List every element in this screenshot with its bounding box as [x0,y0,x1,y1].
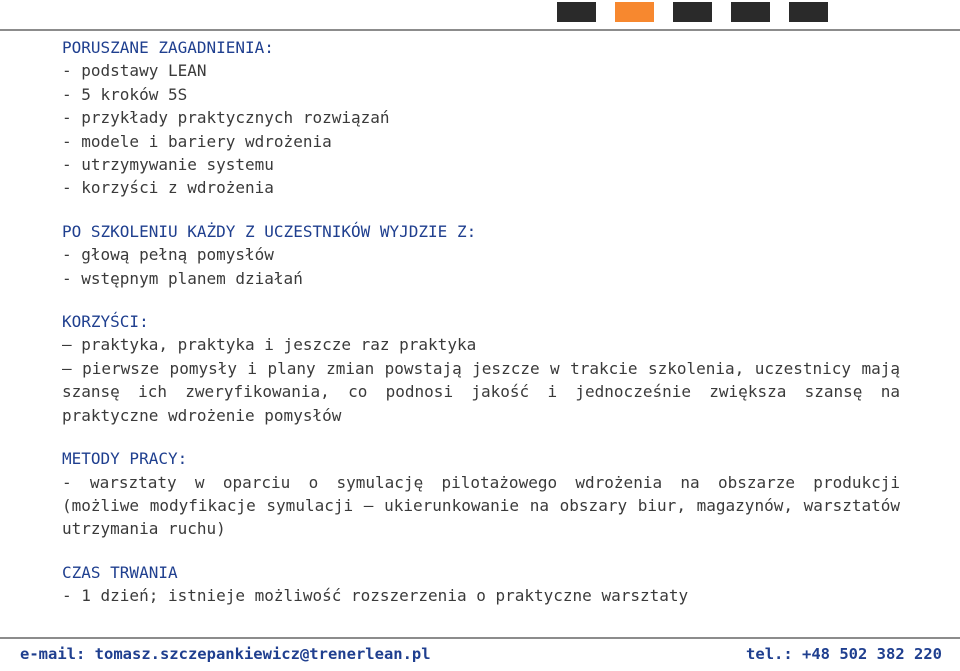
section-outcomes [62,220,900,290]
list-paragraph: - warsztaty w oparciu o symulację pilotażowego wdrożenia na obszarze produkcji (możliwe modyfikacje symulacji – ukierunkowanie na obszary biur, magazynów, warsztatów utrzymania ruchu) [62,472,900,539]
section-heading: PORUSZANE ZAGADNIENIA: [62,38,274,57]
list-item: - wstępnym planem działań [62,268,303,288]
list-item: - przykłady praktycznych rozwiązań [62,108,390,128]
footer-rule [0,637,960,639]
header-rule [0,29,960,31]
section-topics [62,36,900,200]
section-heading: CZAS TRWANIA [62,562,178,582]
section-duration [62,561,900,608]
list-paragraph: – pierwsze pomysły i plany zmian powstają jeszcze w trakcie szkolenia, uczestnicy mają szansę ich zweryfikowania, co podnosi jakość i jednocześnie zwiększa szansę na praktyczne wdrożenie pomysłów [62,358,900,425]
list-item: - 1 dzień; istnieje możliwość rozszerzenia o praktyczne warsztaty [62,586,689,606]
header-decoration [557,2,828,22]
list-item: - modele i bariery wdrożenia [62,131,332,151]
header-block-accent [615,2,654,22]
section-benefits [62,310,900,427]
list-item: – praktyka, praktyka i jeszcze raz praktyka [62,335,477,355]
header-block-3 [673,2,712,22]
list-item: - 5 kroków 5S [62,84,188,104]
section-heading: PO SZKOLENIU KAŻDY Z UCZESTNIKÓW WYJDZIE Z: [62,221,477,241]
header-block-5 [789,2,828,22]
footer-phone[interactable]: tel.: +48 502 382 220 [746,645,942,663]
footer-email[interactable]: e-mail: tomasz.szczepankiewicz@trenerlean.pl [20,645,431,663]
section-heading: METODY PRACY: [62,449,188,469]
section-heading: KORZYŚCI: [62,312,149,332]
header-block-4 [731,2,770,22]
list-item: - korzyści z wdrożenia [62,178,274,198]
section-methods [62,447,900,541]
list-item: - głową pełną pomysłów [62,245,274,265]
header-block-1 [557,2,596,22]
footer [20,645,942,663]
document-body [62,36,900,628]
list-item: - utrzymywanie systemu [62,155,274,175]
list-item: - podstawy LEAN [62,61,207,81]
